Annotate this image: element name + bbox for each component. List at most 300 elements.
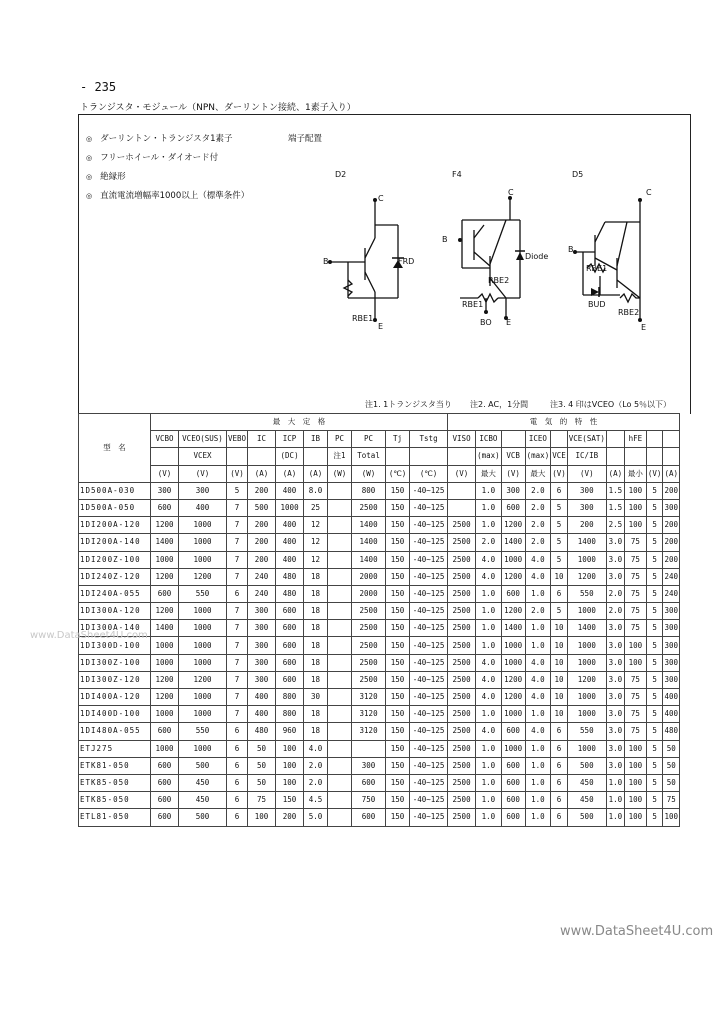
table-cell: 1400 — [151, 620, 179, 637]
table-cell: 6 — [227, 774, 248, 791]
table-cell: -40~125 — [410, 585, 448, 602]
table-cell: 550 — [179, 723, 227, 740]
bullet-icon: ◎ — [86, 135, 93, 143]
table-cell: 1400 — [352, 517, 386, 534]
table-cell: 6 — [227, 723, 248, 740]
table-cell: 300 — [663, 620, 680, 637]
circuit-tag: D2 — [335, 170, 347, 179]
footnote: 注3. 4 印はVCEO（Lo 5％以下） — [550, 400, 672, 409]
table-cell: 600 — [276, 603, 304, 620]
table-cell: 30 — [304, 689, 328, 706]
header-cell: VCEO(SUS) — [179, 431, 227, 448]
table-cell — [328, 774, 352, 791]
table-cell: 480 — [663, 723, 680, 740]
table-cell: 5 — [646, 792, 663, 809]
table-cell: 18 — [304, 706, 328, 723]
table-cell — [328, 603, 352, 620]
table-cell: 1200 — [567, 568, 606, 585]
table-cell: 7 — [227, 517, 248, 534]
model-name-cell: 1DI400A-120 — [79, 689, 151, 706]
table-cell: 600 — [151, 723, 179, 740]
table-cell: 480 — [248, 723, 276, 740]
table-cell: 1.0 — [525, 757, 551, 774]
header-cell — [501, 431, 525, 448]
table-cell: 1000 — [179, 740, 227, 757]
table-cell: 1.0 — [606, 809, 624, 826]
table-cell: 150 — [386, 654, 410, 671]
frame-top-border — [78, 114, 690, 115]
table-cell: 4.0 — [525, 568, 551, 585]
table-cell: 2500 — [448, 654, 476, 671]
model-name-cell: 1DI200A-120 — [79, 517, 151, 534]
table-cell: 6 — [227, 585, 248, 602]
table-cell: 500 — [567, 757, 606, 774]
watermark: www.DataSheet4U.com — [30, 630, 148, 641]
table-cell: 1400 — [352, 551, 386, 568]
table-cell: 300 — [352, 757, 386, 774]
table-header — [79, 414, 680, 483]
table-cell: 150 — [386, 517, 410, 534]
table-cell — [448, 499, 476, 516]
header-cell: (A) — [304, 465, 328, 482]
model-name-cell: 1DI200Z-100 — [79, 551, 151, 568]
table-cell: 1.0 — [476, 482, 502, 499]
table-cell — [328, 551, 352, 568]
table-cell: 600 — [352, 809, 386, 826]
table-row — [79, 757, 680, 774]
frame-left-border — [78, 114, 79, 414]
table-cell: 1000 — [567, 551, 606, 568]
table-cell: 7 — [227, 499, 248, 516]
table-cell: 12 — [304, 551, 328, 568]
header-cell: (V) — [501, 465, 525, 482]
table-cell: 2.0 — [525, 499, 551, 516]
table-cell: 18 — [304, 671, 328, 688]
table-cell — [328, 534, 352, 551]
table-cell: 3120 — [352, 689, 386, 706]
table-cell: 1000 — [567, 654, 606, 671]
table-cell: 5 — [551, 551, 568, 568]
header-cell: (A) — [606, 465, 624, 482]
header-cell: 最大 — [476, 465, 502, 482]
table-cell: 75 — [624, 585, 646, 602]
table-cell: -40~125 — [410, 809, 448, 826]
header-cell — [663, 431, 680, 448]
table-cell: 150 — [386, 671, 410, 688]
table-cell: 3120 — [352, 706, 386, 723]
table-cell: 1.0 — [476, 620, 502, 637]
table-row — [79, 723, 680, 740]
table-cell: 5 — [646, 671, 663, 688]
feature-item: ◎ 直流電流増幅率1000以上（標準条件） — [86, 191, 250, 201]
table-cell: 2500 — [448, 585, 476, 602]
table-cell — [328, 517, 352, 534]
diode-label: Diode — [525, 252, 549, 261]
table-cell: -40~125 — [410, 774, 448, 791]
table-cell: 2.0 — [606, 585, 624, 602]
table-cell: 400 — [276, 551, 304, 568]
model-name-cell: 1DI240Z-120 — [79, 568, 151, 585]
table-cell: 1000 — [501, 740, 525, 757]
table-cell: 2500 — [352, 654, 386, 671]
table-cell: -40~125 — [410, 637, 448, 654]
table-body — [79, 482, 680, 826]
table-cell: 100 — [624, 757, 646, 774]
table-cell: 1.0 — [476, 792, 502, 809]
max-ratings-header: 最 大 定 格 — [151, 414, 448, 431]
table-cell: 6 — [551, 774, 568, 791]
table-cell: 1000 — [179, 654, 227, 671]
table-cell: 1000 — [151, 654, 179, 671]
table-cell: 1200 — [501, 603, 525, 620]
table-cell: 600 — [151, 499, 179, 516]
table-cell: 1000 — [567, 740, 606, 757]
table-cell: 150 — [386, 757, 410, 774]
header-cell: (℃) — [386, 465, 410, 482]
table-cell: 4.0 — [476, 654, 502, 671]
table-cell: 300 — [248, 654, 276, 671]
table-cell: 18 — [304, 723, 328, 740]
table-cell: 300 — [501, 482, 525, 499]
table-cell: 800 — [276, 689, 304, 706]
bo-label: BO — [480, 318, 492, 327]
header-cell: IC — [248, 431, 276, 448]
table-cell: 1200 — [151, 689, 179, 706]
table-cell: 600 — [276, 620, 304, 637]
table-cell: 3.0 — [606, 740, 624, 757]
table-cell: 50 — [663, 757, 680, 774]
bullet-icon: ◎ — [86, 173, 93, 181]
table-cell: 600 — [151, 792, 179, 809]
table-cell: 600 — [501, 757, 525, 774]
table-cell: 2500 — [448, 792, 476, 809]
table-cell: 4.0 — [476, 723, 502, 740]
table-cell: 2.0 — [525, 482, 551, 499]
table-cell: -40~125 — [410, 671, 448, 688]
table-cell: 1000 — [151, 706, 179, 723]
header-cell: (A) — [276, 465, 304, 482]
table-cell: 2.0 — [525, 603, 551, 620]
table-cell: 600 — [276, 671, 304, 688]
table-cell: 600 — [151, 774, 179, 791]
table-cell: 18 — [304, 585, 328, 602]
table-cell: 100 — [624, 482, 646, 499]
table-cell: 500 — [179, 757, 227, 774]
table-cell: -40~125 — [410, 792, 448, 809]
header-cell: VCBO — [151, 431, 179, 448]
table-cell: 2500 — [352, 671, 386, 688]
table-cell: 200 — [663, 551, 680, 568]
table-cell: 50 — [663, 740, 680, 757]
table-cell: 2500 — [448, 568, 476, 585]
table-cell: 600 — [151, 809, 179, 826]
table-cell: 50 — [248, 774, 276, 791]
table-cell: 3.0 — [606, 620, 624, 637]
table-cell — [328, 723, 352, 740]
table-cell: 1400 — [501, 534, 525, 551]
model-name-cell: 1DI400D-100 — [79, 706, 151, 723]
table-cell: 400 — [248, 706, 276, 723]
table-cell: 300 — [151, 482, 179, 499]
table-cell: 1000 — [567, 637, 606, 654]
table-cell: 100 — [276, 774, 304, 791]
table-cell: 300 — [663, 671, 680, 688]
table-cell: 3.0 — [606, 551, 624, 568]
model-name-cell: 1DI240A-055 — [79, 585, 151, 602]
table-cell: 5 — [646, 637, 663, 654]
table-cell: 100 — [624, 792, 646, 809]
table-cell: 4.0 — [476, 671, 502, 688]
table-cell: 100 — [624, 517, 646, 534]
table-cell: 4.0 — [525, 551, 551, 568]
table-cell: 3.0 — [606, 534, 624, 551]
table-cell: 4.0 — [476, 568, 502, 585]
footnote: 注1. 1トランジスタ当り — [365, 400, 452, 409]
rbe2-label: RBE2 — [618, 308, 640, 317]
page-number: - 235 — [80, 80, 117, 94]
base-label: B — [442, 235, 448, 244]
table-cell: 960 — [276, 723, 304, 740]
header-cell — [227, 448, 248, 465]
table-cell: 550 — [567, 723, 606, 740]
model-name-cell: ETK85-050 — [79, 792, 151, 809]
table-cell: 150 — [386, 568, 410, 585]
table-cell: 300 — [663, 499, 680, 516]
table-cell: 600 — [501, 723, 525, 740]
table-cell: 5 — [646, 585, 663, 602]
table-cell: 300 — [567, 499, 606, 516]
table-cell: 1.0 — [476, 740, 502, 757]
base-label: B — [323, 257, 329, 266]
table-cell: 1200 — [151, 517, 179, 534]
table-cell: 7 — [227, 620, 248, 637]
table-cell: -40~125 — [410, 706, 448, 723]
table-cell: 2500 — [448, 774, 476, 791]
header-cell: 最大 — [525, 465, 551, 482]
table-cell: 4.0 — [304, 740, 328, 757]
table-cell: 1.0 — [525, 774, 551, 791]
table-cell: 1.0 — [525, 620, 551, 637]
table-cell — [328, 654, 352, 671]
header-cell: ICP — [276, 431, 304, 448]
frd-label: FRD — [398, 257, 415, 266]
table-cell: 1.0 — [476, 774, 502, 791]
table-cell: -40~125 — [410, 534, 448, 551]
table-cell: 1200 — [179, 568, 227, 585]
table-cell: 2500 — [352, 499, 386, 516]
table-cell — [328, 757, 352, 774]
table-cell: 1.0 — [476, 517, 502, 534]
table-cell: 400 — [276, 534, 304, 551]
header-unit-row — [79, 465, 680, 482]
table-cell: 600 — [501, 774, 525, 791]
table-cell: 1.0 — [476, 706, 502, 723]
table-cell: 6 — [227, 809, 248, 826]
table-row — [79, 809, 680, 826]
table-cell: 300 — [663, 603, 680, 620]
table-cell: 4.0 — [525, 654, 551, 671]
table-cell: 5 — [551, 517, 568, 534]
table-cell: 2500 — [448, 534, 476, 551]
table-row — [79, 774, 680, 791]
table-cell: 5 — [551, 534, 568, 551]
table-cell: 400 — [248, 689, 276, 706]
table-cell: 1200 — [567, 671, 606, 688]
table-cell: 240 — [248, 568, 276, 585]
table-row — [79, 637, 680, 654]
table-cell: 300 — [179, 482, 227, 499]
table-cell: 10 — [551, 706, 568, 723]
table-cell: 1200 — [501, 671, 525, 688]
table-cell: 450 — [567, 792, 606, 809]
table-cell: 18 — [304, 654, 328, 671]
table-cell: 150 — [276, 792, 304, 809]
collector-label: C — [378, 194, 384, 203]
table-cell: 6 — [551, 585, 568, 602]
table-row — [79, 654, 680, 671]
electrical-header: 電 気 的 特 性 — [448, 414, 680, 431]
table-cell: 75 — [624, 551, 646, 568]
table-cell: 7 — [227, 637, 248, 654]
table-cell: 400 — [663, 689, 680, 706]
table-cell: 300 — [663, 637, 680, 654]
watermark-link[interactable]: www.DataSheet4U.com — [560, 924, 714, 939]
table-cell: 150 — [386, 499, 410, 516]
table-cell: 240 — [663, 568, 680, 585]
header-cell — [624, 448, 646, 465]
table-cell: 5 — [646, 689, 663, 706]
table-row — [79, 792, 680, 809]
table-cell: 6 — [551, 482, 568, 499]
table-cell: 500 — [248, 499, 276, 516]
bullet-icon: ◎ — [86, 154, 93, 162]
table-cell: 1.0 — [476, 809, 502, 826]
table-cell: 5 — [646, 603, 663, 620]
table-cell: 2.0 — [606, 603, 624, 620]
model-header: 型 名 — [79, 414, 151, 483]
table-cell: 3.0 — [606, 757, 624, 774]
table-cell: 150 — [386, 603, 410, 620]
table-cell: 480 — [276, 585, 304, 602]
model-name-cell: 1DI300Z-100 — [79, 654, 151, 671]
table-cell: 1000 — [501, 551, 525, 568]
table-cell: 18 — [304, 568, 328, 585]
table-cell: 10 — [551, 654, 568, 671]
header-cell: (max) — [525, 448, 551, 465]
table-cell — [328, 585, 352, 602]
header-cell: (A) — [248, 465, 276, 482]
header-cell: Total — [352, 448, 386, 465]
table-cell: 10 — [551, 620, 568, 637]
table-cell: 2.0 — [525, 534, 551, 551]
table-cell — [328, 568, 352, 585]
table-cell: 200 — [248, 517, 276, 534]
table-cell: 1000 — [151, 637, 179, 654]
table-cell: 5 — [646, 706, 663, 723]
table-cell: 8.0 — [304, 482, 328, 499]
header-cell — [304, 448, 328, 465]
table-cell: 50 — [663, 774, 680, 791]
header-cell — [646, 431, 663, 448]
table-cell: 5 — [646, 654, 663, 671]
table-cell: 75 — [624, 671, 646, 688]
table-cell: 1000 — [179, 551, 227, 568]
table-cell: 300 — [248, 620, 276, 637]
table-cell — [328, 482, 352, 499]
table-cell: 100 — [624, 654, 646, 671]
circuit-tag: D5 — [572, 170, 584, 179]
table-cell: 2500 — [352, 620, 386, 637]
table-cell: 10 — [551, 671, 568, 688]
table-cell: 75 — [624, 689, 646, 706]
table-cell: 750 — [352, 792, 386, 809]
header-cell: (V) — [448, 465, 476, 482]
table-cell: 6 — [227, 757, 248, 774]
table-row — [79, 620, 680, 637]
table-cell: 450 — [567, 774, 606, 791]
section-subtitle: トランジスタ・モジュール（NPN、ダーリントン接続、1素子入り） — [80, 103, 356, 113]
table-cell: 600 — [501, 792, 525, 809]
table-cell: 2500 — [448, 671, 476, 688]
table-cell: -40~125 — [410, 723, 448, 740]
table-cell — [448, 482, 476, 499]
table-cell: 600 — [151, 757, 179, 774]
table-cell: 3.0 — [606, 654, 624, 671]
table-cell: 2500 — [448, 809, 476, 826]
base-label: B — [568, 245, 574, 254]
model-name-cell: 1D500A-050 — [79, 499, 151, 516]
table-cell: 1200 — [151, 568, 179, 585]
table-cell: 75 — [624, 620, 646, 637]
table-cell: 2500 — [448, 551, 476, 568]
table-cell: 150 — [386, 551, 410, 568]
bud-label: BUD — [588, 300, 606, 309]
header-cell — [663, 448, 680, 465]
model-name-cell: ETK81-050 — [79, 757, 151, 774]
footnote: 注2. AC，1分間 — [470, 400, 529, 409]
table-cell: 4.0 — [476, 689, 502, 706]
table-cell — [328, 740, 352, 757]
table-cell: 7 — [227, 671, 248, 688]
table-cell: 100 — [624, 809, 646, 826]
header-cell: (V) — [227, 465, 248, 482]
table-cell: 150 — [386, 706, 410, 723]
table-cell: 300 — [567, 482, 606, 499]
table-cell: -40~125 — [410, 603, 448, 620]
header-cell: (V) — [151, 465, 179, 482]
table-cell: 1200 — [501, 568, 525, 585]
table-cell: -40~125 — [410, 620, 448, 637]
table-cell: 5 — [646, 534, 663, 551]
table-cell: 600 — [501, 809, 525, 826]
table-cell — [328, 809, 352, 826]
table-cell: 1000 — [276, 499, 304, 516]
table-cell: 200 — [276, 809, 304, 826]
model-name-cell: 1DI300A-140 — [79, 620, 151, 637]
table-cell: 10 — [551, 637, 568, 654]
header-cell — [606, 448, 624, 465]
table-cell: 2.5 — [606, 517, 624, 534]
table-cell: 75 — [624, 568, 646, 585]
table-cell: 2.0 — [304, 757, 328, 774]
table-cell: 150 — [386, 637, 410, 654]
table-cell: 150 — [386, 534, 410, 551]
table-cell: 5 — [646, 740, 663, 757]
table-cell: 5 — [646, 482, 663, 499]
table-cell: 6 — [551, 757, 568, 774]
table-cell: 1000 — [179, 620, 227, 637]
table-cell: 200 — [248, 551, 276, 568]
